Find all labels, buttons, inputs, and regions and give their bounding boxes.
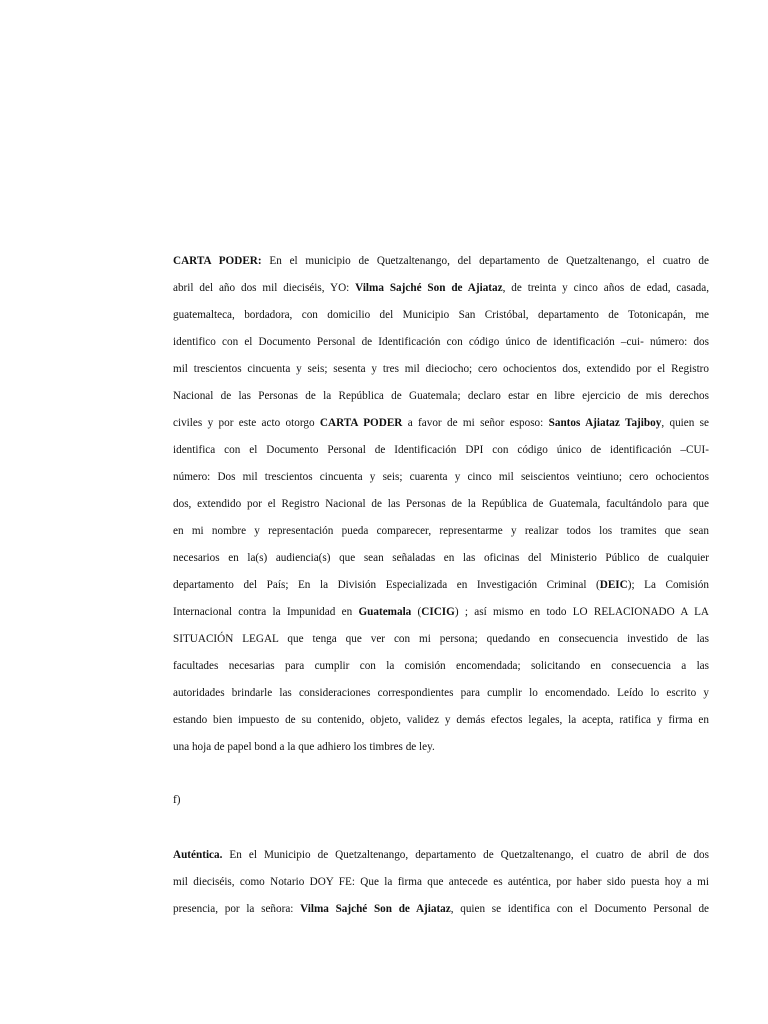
text-run: mil dieciséis, como Notario DOY FE: Que la firma que antecede es auténtica, por haber sido puesta hoy a mi bbox=[173, 876, 709, 888]
text-run: departamento del País; En la División Especializada en Investigación Criminal ( bbox=[173, 579, 600, 591]
bold-text: CARTA PODER: bbox=[173, 255, 262, 267]
text-run: presencia, por la señora: bbox=[173, 903, 301, 915]
text-run: En el Municipio de Quetzaltenango, departamento de Quetzaltenango, el cuatro de abril de dos bbox=[222, 849, 709, 861]
autentica-paragraph bbox=[173, 842, 709, 923]
text-line bbox=[173, 464, 709, 491]
text-run: ) ; así mismo en todo LO RELACIONADO A LA bbox=[454, 606, 709, 618]
bold-text: Vilma Sajché Son de Ajiataz bbox=[355, 282, 503, 294]
text-line bbox=[173, 545, 709, 572]
text-run: autoridades brindarle las consideraciones correspondientes para cumplir lo encomendado. Leído lo escrito y bbox=[173, 687, 709, 699]
bold-text: CARTA PODER bbox=[319, 417, 403, 429]
text-line bbox=[173, 248, 709, 275]
bold-text: DEIC bbox=[599, 579, 628, 591]
text-line bbox=[173, 734, 709, 761]
text-run: ); La Comisión bbox=[627, 579, 709, 591]
text-run: , quien se identifica con el Documento Personal de bbox=[450, 903, 709, 915]
text-line bbox=[173, 869, 709, 896]
text-run: estando bien impuesto de su contenido, objeto, validez y demás efectos legales, la acepta, ratifica y firma en bbox=[173, 714, 709, 726]
bold-text: CICIG bbox=[421, 606, 455, 618]
text-run: civiles y por este acto otorgo bbox=[173, 417, 320, 429]
bold-text: Guatemala bbox=[358, 606, 412, 618]
text-run: En el municipio de Quetzaltenango, del departamento de Quetzaltenango, el cuatro de bbox=[261, 255, 709, 267]
text-run: , quien se bbox=[661, 417, 710, 429]
text-run: Nacional de las Personas de la República de Guatemala; declaro estar en libre ejercicio de mis derechos bbox=[173, 390, 709, 402]
text-line bbox=[173, 302, 709, 329]
text-run: SITUACIÓN LEGAL que tenga que ver con mi persona; quedando en consecuencia investido de las bbox=[173, 633, 709, 645]
text-run: facultades necesarias para cumplir con la comisión encomendada; solicitando en consecuencia a las bbox=[173, 660, 709, 672]
text-run: ( bbox=[411, 606, 422, 618]
text-run: en mi nombre y representación pueda comparecer, representarme y realizar todos los tramites que sean bbox=[173, 525, 709, 537]
text-line bbox=[173, 572, 709, 599]
bold-text: Santos Ajiataz Tajiboy bbox=[548, 417, 662, 429]
text-line bbox=[173, 842, 709, 869]
text-line bbox=[173, 896, 709, 923]
text-run: número: Dos mil trescientos cincuenta y seis; cuarenta y cinco mil seiscientos veintiuno; cero ochocientos bbox=[173, 471, 709, 483]
bold-text: Vilma Sajché Son de Ajiataz bbox=[300, 903, 451, 915]
text-line bbox=[173, 410, 709, 437]
text-line bbox=[173, 491, 709, 518]
carta-poder-paragraph bbox=[173, 248, 709, 761]
text-run: identifico con el Documento Personal de Identificación con código único de identificación –cui- número: dos bbox=[173, 336, 709, 348]
text-line bbox=[173, 518, 709, 545]
text-run: una hoja de papel bond a la que adhiero los timbres de ley. bbox=[173, 741, 435, 753]
text-line bbox=[173, 437, 709, 464]
text-line bbox=[173, 626, 709, 653]
text-run: Internacional contra la Impunidad en bbox=[173, 606, 359, 618]
text-run: guatemalteca, bordadora, con domicilio del Municipio San Cristóbal, departamento de Totonicapán, me bbox=[173, 309, 709, 321]
text-run: identifica con el Documento Personal de Identificación DPI con código único de identificación –CUI- bbox=[173, 444, 709, 456]
bold-text: Auténtica. bbox=[173, 849, 223, 861]
text-run: necesarios en la(s) audiencia(s) que sean señaladas en las oficinas del Ministerio Público de cualquier bbox=[173, 552, 709, 564]
text-line bbox=[173, 383, 709, 410]
signature-line bbox=[173, 787, 709, 814]
text-line bbox=[173, 707, 709, 734]
text-line bbox=[173, 275, 709, 302]
text-line bbox=[173, 653, 709, 680]
text-run: mil trescientos cincuenta y seis; sesenta y tres mil dieciocho; cero ochocientos dos, extendido por el Registro bbox=[173, 363, 709, 375]
text-line bbox=[173, 680, 709, 707]
text-line bbox=[173, 356, 709, 383]
text-line bbox=[173, 599, 709, 626]
text-run: abril del año dos mil dieciséis, YO: bbox=[173, 282, 356, 294]
text-line bbox=[173, 329, 709, 356]
text-run: dos, extendido por el Registro Nacional de las Personas de la República de Guatemala, facultándolo para que bbox=[173, 498, 709, 510]
signature-label: f) bbox=[173, 794, 181, 806]
text-run: a favor de mi señor esposo: bbox=[402, 417, 549, 429]
text-run: , de treinta y cinco años de edad, casada, bbox=[502, 282, 710, 294]
